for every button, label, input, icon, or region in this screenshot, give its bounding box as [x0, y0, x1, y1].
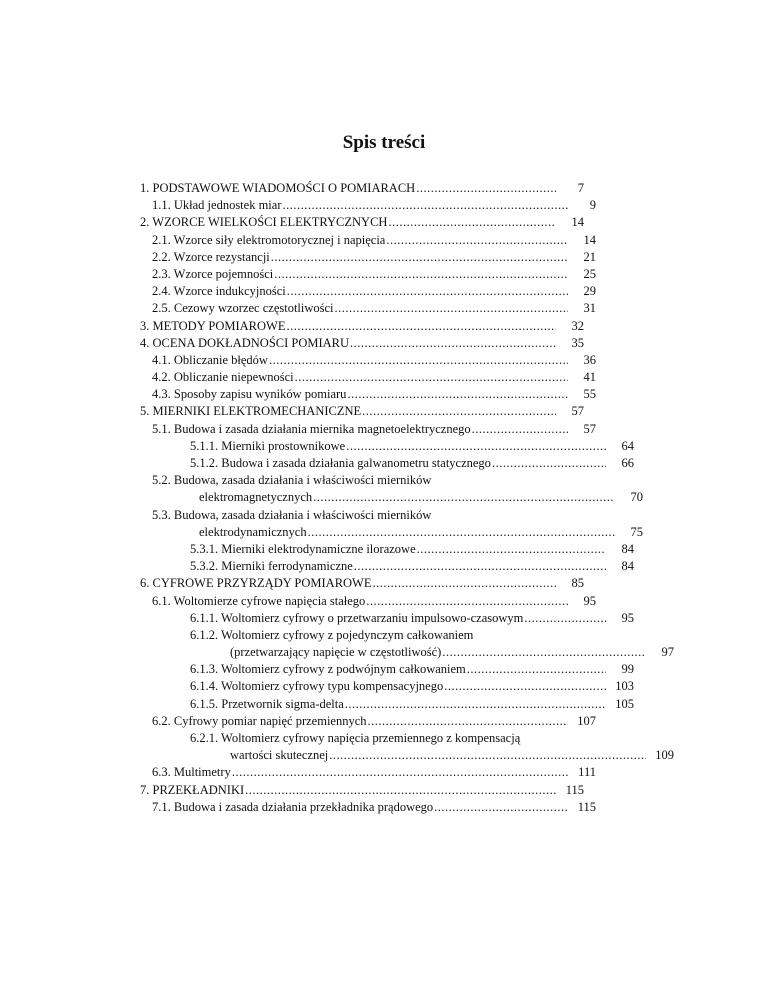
toc-page-number: 21	[583, 249, 596, 264]
toc-entry[interactable]	[140, 300, 596, 317]
toc-dot-leader	[444, 678, 606, 695]
toc-entry-title: 6.1.1. Woltomierz cyfrowy o przetwarzaniu impulsowo-czasowym	[190, 610, 524, 627]
toc-dot-leader	[434, 799, 568, 816]
toc-entry[interactable]	[140, 472, 643, 506]
toc-entry-title: 3. METODY POMIAROWE	[140, 318, 286, 335]
toc-entry[interactable]	[140, 352, 596, 369]
toc-entry[interactable]	[140, 369, 596, 386]
toc-entry[interactable]	[140, 575, 584, 592]
toc-page-number: 55	[583, 387, 596, 402]
toc-dot-leader	[373, 575, 557, 592]
toc-page-number: 9	[589, 198, 596, 213]
toc-entry-title: 7.1. Budowa i zasada działania przekładnika prądowego	[152, 799, 434, 816]
toc-dot-leader	[350, 335, 556, 352]
toc-entry[interactable]	[140, 335, 584, 352]
toc-entry[interactable]	[140, 403, 584, 420]
toc-dot-leader	[366, 593, 568, 610]
toc-dot-leader	[354, 558, 606, 575]
toc-page-number: 66	[621, 456, 634, 470]
toc-dot-leader	[368, 713, 568, 730]
toc-dot-leader	[492, 455, 606, 472]
toc-entry[interactable]	[140, 696, 634, 713]
toc-page-number: 57	[583, 421, 596, 436]
toc-entry-title: 6.1.5. Przetwornik sigma-delta	[190, 696, 345, 713]
toc-entry-title: 1.1. Układ jednostek miar	[152, 197, 283, 214]
toc-entry-title: 6. CYFROWE PRZYRZĄDY POMIAROWE	[140, 575, 373, 592]
toc-entry-title: 4.2. Obliczanie niepewności	[152, 369, 295, 386]
toc-entry-title: 2. WZORCE WIELKOŚCI ELEKTRYCZNYCH	[140, 214, 388, 231]
toc-entry-title: 5. MIERNIKI ELEKTROMECHANICZNE	[140, 403, 362, 420]
toc-dot-leader	[362, 403, 556, 420]
toc-dot-leader	[524, 610, 606, 627]
toc-dot-leader	[346, 438, 606, 455]
toc-page-number: 14	[583, 232, 596, 247]
page-title: Spis treści	[342, 132, 426, 153]
toc-entry[interactable]	[140, 661, 634, 678]
toc-entry-title-line2: wartości skutecznej	[230, 747, 329, 764]
toc-entry[interactable]	[140, 214, 584, 231]
toc-entry[interactable]	[140, 782, 584, 799]
toc-page-number: 57	[571, 404, 584, 419]
toc-entry[interactable]	[140, 438, 634, 455]
toc-entry-title: 5.3.2. Mierniki ferrodynamiczne	[190, 558, 354, 575]
toc-entry-title-line1: 6.2.1. Woltomierz cyfrowy napięcia przemiennego z kompensacją	[190, 731, 521, 746]
toc-entry-title-line2: elektrodynamicznych	[199, 524, 308, 541]
toc-dot-leader	[283, 197, 569, 214]
toc-entry-title-line1: 5.3. Budowa, zasada działania i właściwości mierników	[152, 507, 432, 522]
toc-dot-leader	[308, 524, 615, 541]
toc-page-number: 115	[565, 782, 584, 797]
toc-entry[interactable]	[140, 678, 634, 695]
toc-dot-leader	[442, 644, 646, 661]
toc-entry-title-line2: elektromagnetycznych	[199, 489, 313, 506]
toc-dot-leader	[347, 386, 568, 403]
toc-entry-title-line1: 5.2. Budowa, zasada działania i właściwości mierników	[152, 473, 432, 488]
toc-entry[interactable]	[140, 558, 634, 575]
toc-dot-leader	[287, 283, 568, 300]
toc-entry[interactable]	[140, 507, 643, 541]
toc-dot-leader	[335, 300, 568, 317]
toc-page-number: 31	[583, 301, 596, 316]
toc-page-number: 70	[630, 490, 643, 505]
toc-entry[interactable]	[140, 266, 596, 283]
toc-dot-leader	[286, 318, 556, 335]
toc-page-number: 95	[621, 610, 634, 625]
toc-dot-leader	[295, 369, 568, 386]
toc-dot-leader	[416, 180, 556, 197]
toc-entry[interactable]	[140, 627, 674, 661]
toc-page-number: 115	[577, 799, 596, 814]
toc-dot-leader	[472, 421, 568, 438]
toc-dot-leader	[467, 661, 606, 678]
toc-page-number: 29	[583, 284, 596, 299]
toc-entry[interactable]	[140, 799, 596, 816]
toc-page-number: 32	[571, 318, 584, 333]
toc-entry-title: 1. PODSTAWOWE WIADOMOŚCI O POMIARACH	[140, 180, 416, 197]
toc-entry-title: 7. PRZEKŁADNIKI	[140, 782, 245, 799]
toc-page-number: 111	[578, 765, 596, 780]
toc-dot-leader	[345, 696, 606, 713]
toc-entry[interactable]	[140, 610, 634, 627]
toc-entry-title: 2.3. Wzorce pojemności	[152, 266, 274, 283]
toc-entry[interactable]	[140, 180, 584, 197]
toc-entry-title: 6.1.4. Woltomierz cyfrowy typu kompensacyjnego	[190, 678, 444, 695]
toc-entry-title: 5.1.2. Budowa i zasada działania galwanometru statycznego	[190, 455, 492, 472]
toc-entry-title: 6.3. Multimetry	[152, 764, 232, 781]
toc-dot-leader	[269, 352, 568, 369]
toc-entry[interactable]	[140, 283, 596, 300]
toc-entry-title: 6.1. Woltomierze cyfrowe napięcia stałego	[152, 593, 366, 610]
toc-page-number: 25	[583, 266, 596, 281]
toc-dot-leader	[388, 214, 556, 231]
toc-entry[interactable]	[140, 713, 596, 730]
toc-page-number: 36	[583, 352, 596, 367]
toc-entry-title: 2.1. Wzorce siły elektromotorycznej i napięcia	[152, 232, 386, 249]
toc-entry[interactable]	[140, 764, 596, 781]
toc-entry[interactable]	[140, 249, 596, 266]
toc-entry[interactable]	[140, 541, 634, 558]
toc-dot-leader	[245, 782, 556, 799]
toc-page-number: 103	[615, 679, 634, 694]
toc-entry-title: 4. OCENA DOKŁADNOŚCI POMIARU	[140, 335, 350, 352]
toc-dot-leader	[329, 747, 646, 764]
toc-page-number: 7	[577, 181, 584, 195]
toc-page-number: 97	[661, 645, 674, 660]
toc-page-number: 85	[571, 576, 584, 591]
toc-page-number: 107	[577, 713, 596, 728]
toc-entry-title: 2.4. Wzorce indukcyjności	[152, 283, 287, 300]
toc-entry[interactable]	[140, 232, 596, 249]
toc-page-number: 95	[583, 593, 596, 608]
toc-page-number: 109	[655, 748, 674, 763]
toc-entry-title-line1: 6.1.2. Woltomierz cyfrowy z pojedynczym całkowaniem	[190, 627, 474, 642]
toc-entry-title: 4.1. Obliczanie błędów	[152, 352, 269, 369]
toc-entry[interactable]	[140, 730, 674, 764]
toc-entry[interactable]	[140, 386, 596, 403]
toc-dot-leader	[274, 266, 568, 283]
toc-dot-leader	[386, 232, 568, 249]
toc-dot-leader	[232, 764, 568, 781]
toc-page-number: 35	[571, 335, 584, 350]
toc-page-number: 14	[571, 215, 584, 230]
toc-page-number: 75	[630, 524, 643, 539]
toc-entry[interactable]	[140, 197, 596, 214]
table-of-contents	[140, 180, 674, 816]
toc-dot-leader	[313, 489, 615, 506]
toc-dot-leader	[417, 541, 606, 558]
toc-page-number: 64	[621, 438, 634, 453]
toc-entry-title: 6.2. Cyfrowy pomiar napięć przemiennych	[152, 713, 368, 730]
toc-page-number: 41	[583, 370, 596, 385]
toc-entry-title: 2.2. Wzorce rezystancji	[152, 249, 271, 266]
toc-entry[interactable]	[140, 318, 584, 335]
toc-page-number: 84	[621, 541, 634, 556]
toc-entry-title: 5.3.1. Mierniki elektrodynamiczne ilorazowe	[190, 541, 417, 558]
toc-entry-title-line2: (przetwarzający napięcie w częstotliwość)	[230, 644, 442, 661]
toc-page-number: 105	[615, 696, 634, 711]
toc-entry-title: 2.5. Cezowy wzorzec częstotliwości	[152, 300, 335, 317]
toc-entry[interactable]	[140, 593, 596, 610]
toc-entry-title: 6.1.3. Woltomierz cyfrowy z podwójnym całkowaniem	[190, 661, 467, 678]
toc-dot-leader	[271, 249, 568, 266]
toc-entry[interactable]	[140, 455, 634, 472]
toc-page-number: 84	[621, 559, 634, 574]
toc-entry-title: 5.1.1. Mierniki prostownikowe	[190, 438, 346, 455]
toc-entry-title: 5.1. Budowa i zasada działania miernika magnetoelektrycznego	[152, 421, 472, 438]
toc-entry[interactable]	[140, 421, 596, 438]
toc-page-number: 99	[621, 662, 634, 677]
toc-entry-title: 4.3. Sposoby zapisu wyników pomiaru	[152, 386, 347, 403]
